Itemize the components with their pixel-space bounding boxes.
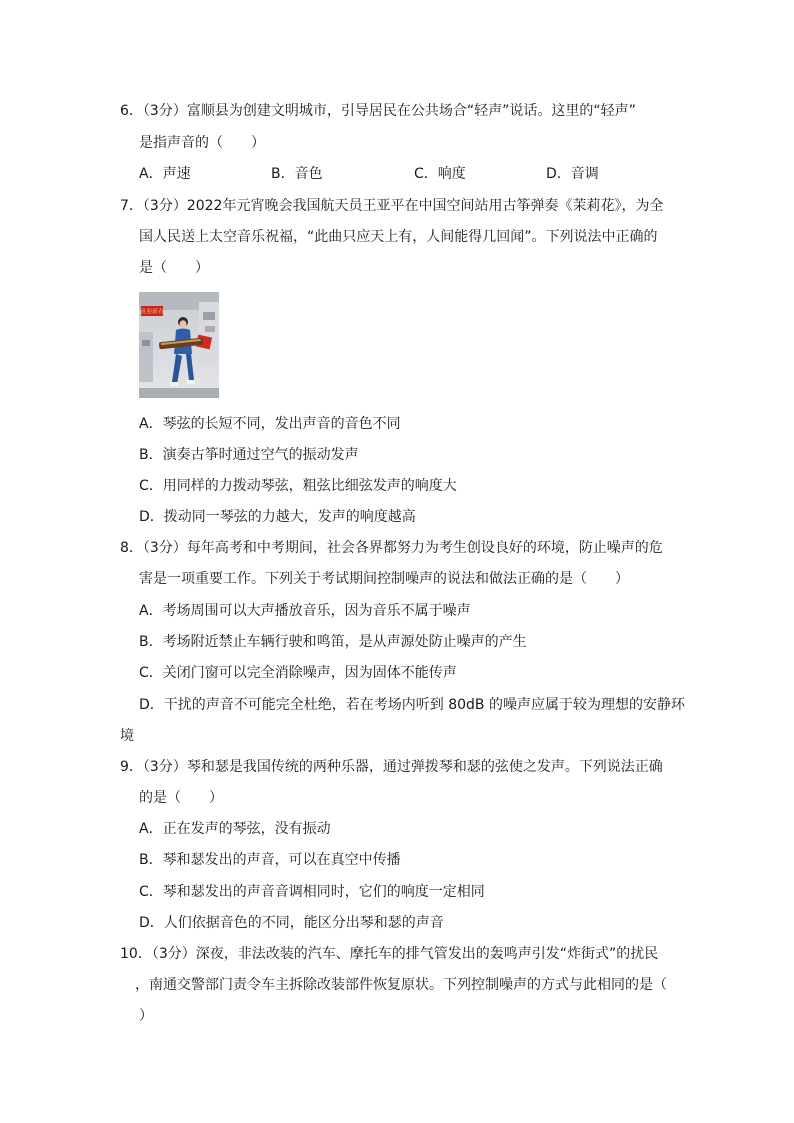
q7-option-c[interactable]: C．用同样的力拨动琴弦，粗弦比细弦发声的响度大: [139, 478, 457, 494]
q9-option-a[interactable]: A．正在发声的琴弦，没有振动: [139, 821, 331, 837]
q6-option-a[interactable]: A．声速: [139, 166, 191, 182]
q6-option-c[interactable]: C．响度: [414, 166, 466, 182]
q10-stem-line1: 10．（3分）深夜，非法改装的汽车、摩托车的排气管发出的轰鸣声引发“炸街式”的扰民: [120, 946, 659, 962]
q6-stem-line1: 6．（3分）富顺县为创建文明城市，引导居民在公共场合“轻声”说话。这里的“轻声”: [120, 103, 636, 119]
q7-stem-line2: 国人民送上太空音乐祝福，“此曲只应天上有，人间能得几回闻”。下列说法中正确的: [139, 229, 658, 245]
q8-stem-line2: 害是一项重要工作。下列关于考试期间控制噪声的说法和做法正确的是（ ）: [139, 571, 629, 587]
q8-option-c[interactable]: C．关闭门窗可以完全消除噪声，因为固体不能传声: [139, 665, 457, 681]
q8-option-d-continuation: 境: [120, 728, 134, 744]
q8-option-d[interactable]: D．干扰的声音不可能完全杜绝，若在考场内听到 80dB 的噪声应属于较为理想的安静环: [139, 697, 685, 713]
q7-stem-line1: 7．（3分）2022年元宵晚会我国航天员王亚平在中国空间站用古筝弹奏《茉莉花》，为全: [120, 198, 664, 214]
q9-option-b[interactable]: B．琴和瑟发出的声音，可以在真空中传播: [139, 852, 401, 868]
q7-option-b[interactable]: B．演奏古筝时通过空气的振动发声: [139, 447, 359, 463]
q10-stem-line2: ，南通交警部门责令车主拆除改装部件恢复原状。下列控制噪声的方式与此相同的是（: [135, 977, 667, 993]
q9-stem-line2: 的是（ ）: [139, 790, 223, 806]
red-banner-text: 喜迎新春: [139, 308, 165, 316]
q9-option-d[interactable]: D．人们依据音色的不同，能区分出琴和瑟的声音: [139, 915, 444, 931]
q6-option-b[interactable]: B．音色: [271, 166, 323, 182]
q7-stem-line3: 是（ ）: [139, 260, 209, 276]
q9-stem-line1: 9．（3分）琴和瑟是我国传统的两种乐器，通过弹拨琴和瑟的弦使之发声。下列说法正确: [120, 759, 663, 775]
q8-option-b[interactable]: B．考场附近禁止车辆行驶和鸣笛，是从声源处防止噪声的产生: [139, 634, 527, 650]
q9-option-c[interactable]: C．琴和瑟发出的声音音调相同时，它们的响度一定相同: [139, 884, 485, 900]
q7-option-a[interactable]: A．琴弦的长短不同，发出声音的音色不同: [139, 416, 401, 432]
astronaut-guzheng-photo: [139, 292, 219, 398]
q10-stem-line3: ）: [139, 1008, 153, 1024]
q8-option-a[interactable]: A．考场周围可以大声播放音乐，因为音乐不属于噪声: [139, 603, 471, 619]
q8-stem-line1: 8．（3分）每年高考和中考期间，社会各界都努力为考生创设良好的环境，防止噪声的危: [120, 540, 663, 556]
q7-option-d[interactable]: D．拨动同一琴弦的力越大，发声的响度越高: [139, 509, 416, 525]
q6-stem-line2: 是指声音的（ ）: [139, 135, 265, 151]
q6-option-d[interactable]: D．音调: [546, 166, 599, 182]
